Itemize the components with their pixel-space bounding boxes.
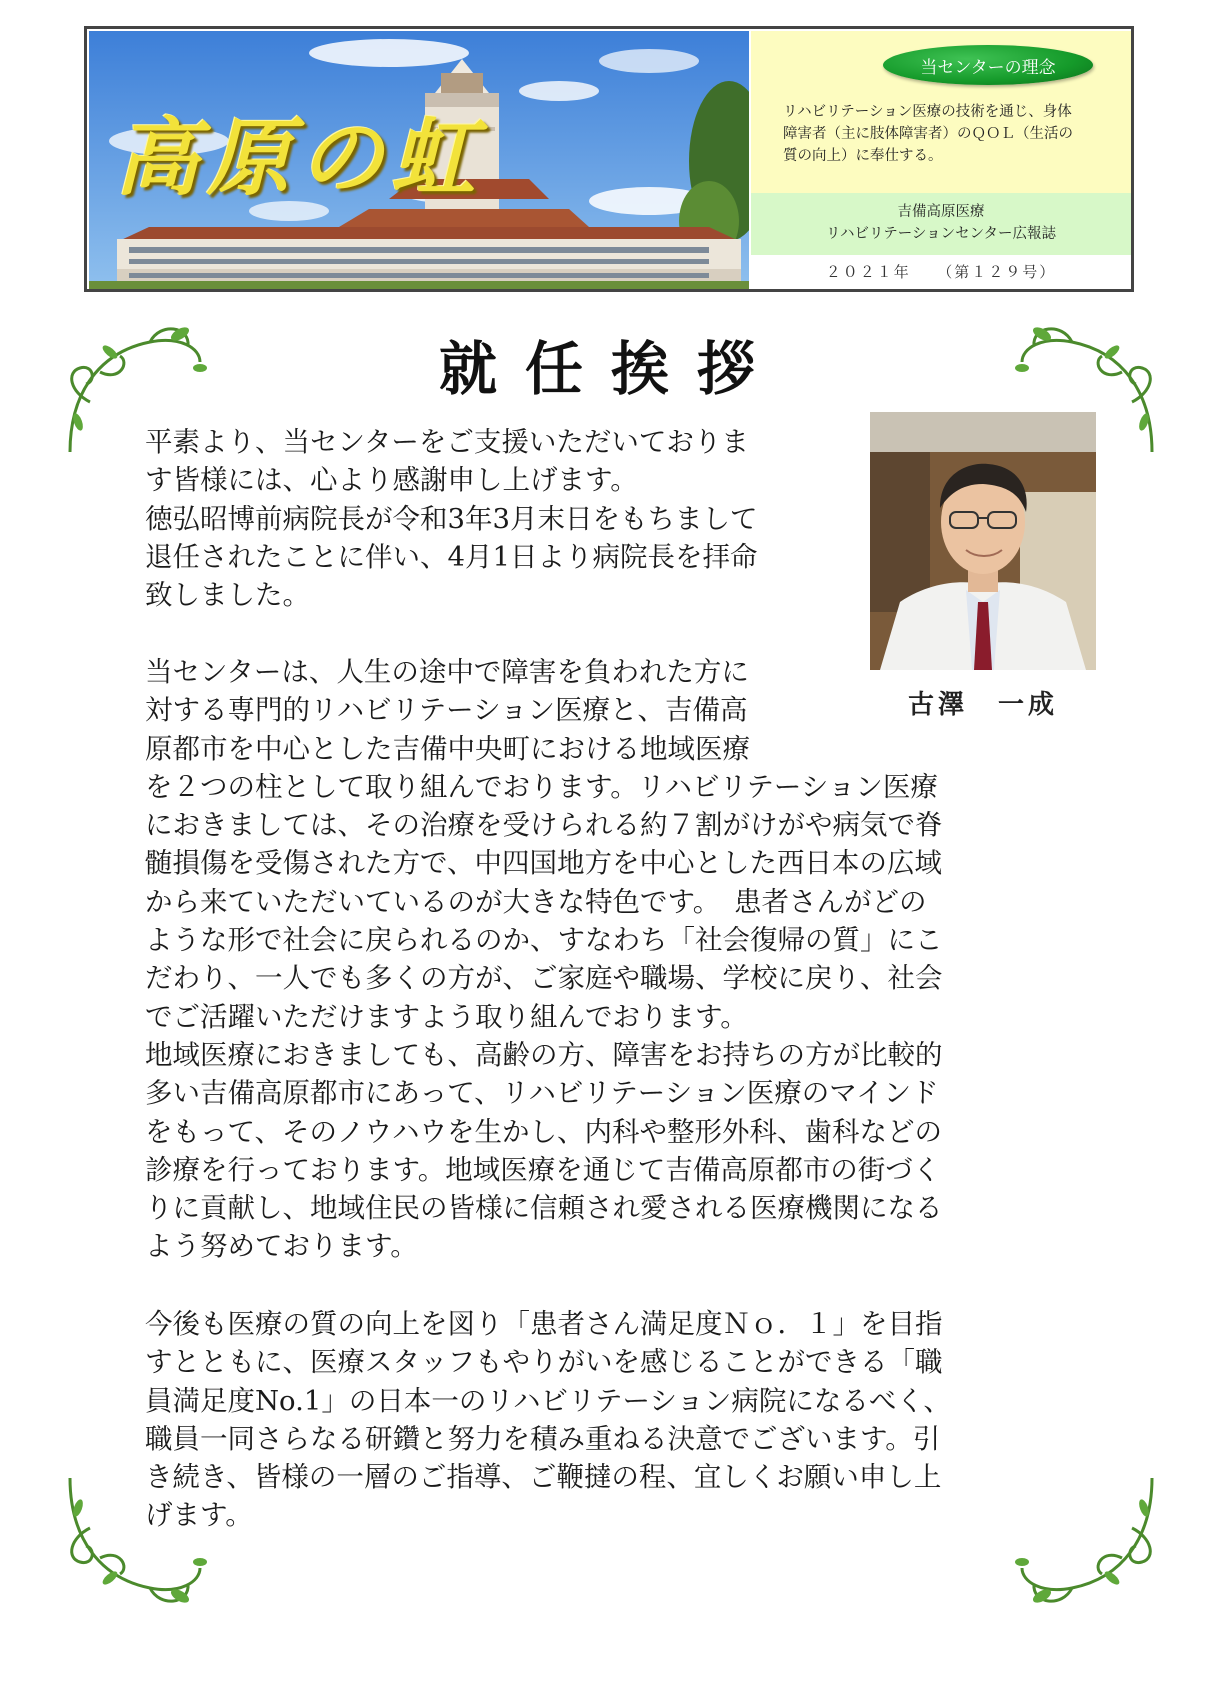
header-banner	[84, 26, 1134, 292]
text-line: 平素より、当センターをご支援いただいておりま	[145, 426, 749, 458]
text-line: き続き、皆様の一層のご指導、ご鞭撻の程、宜しくお願い申し上	[145, 1461, 942, 1494]
text-line: 員満足度No.1」の日本一のリハビリテーション病院になるべく、	[145, 1384, 951, 1417]
text-line: ような形で社会に戻られるのか、すなわち「社会復帰の質」にこ	[145, 924, 943, 957]
text-line: におきましては、その治療を受けられる約７割がけがや病気で脊	[145, 809, 943, 842]
text-line: 当センターは、人生の途中で障害を負われた方に	[145, 656, 749, 688]
article-paragraph-1	[145, 423, 758, 614]
text-line: 診療を行っております。地域医療を通じて吉備高原都市の街づく	[145, 1153, 941, 1186]
text-line: よう努めております。	[145, 1230, 418, 1263]
philosophy-line: 障害者（主に肢体障害者）のＱＯＬ（生活の	[783, 126, 1073, 142]
text-line: 今後も医療の質の向上を図り「患者さん満足度Ｎｏ．１」を目指	[145, 1308, 943, 1340]
author-portrait	[870, 412, 1096, 670]
text-line: 退任されたことに伴い、4月1日より病院長を拝命	[145, 540, 758, 573]
text-line: から来ていただいているのが大きな特色です。 患者さんがどの	[145, 885, 927, 918]
text-line: 地域医療におきましても、高齢の方、障害をお持ちの方が比較的	[145, 1038, 943, 1071]
text-line: りに貢献し、地域住民の皆様に信頼され愛される医療機関になる	[145, 1192, 943, 1225]
article-title: 就任挨拶	[438, 335, 783, 403]
text-line: を２つの柱として取り組んでおります。リハビリテーション医療	[145, 770, 938, 803]
text-line: 原都市を中心とした吉備中央町における地域医療	[145, 732, 750, 765]
banner-info-panel	[751, 31, 1131, 289]
text-line: 多い吉備高原都市にあって、リハビリテーション医療のマインド	[145, 1077, 939, 1110]
philosophy-line: リハビリテーション医療の技術を通じ、身体	[783, 104, 1072, 120]
text-line: すとともに、医療スタッフもやりがいを感じることができる「職	[145, 1346, 943, 1379]
philosophy-text	[783, 101, 1123, 167]
text-line: 対する専門的リハビリテーション医療と、吉備高	[145, 694, 748, 727]
text-line: 職員一同さらなる研鑽と努力を積み重ねる決意でございます。引	[145, 1422, 941, 1455]
publisher-line: 吉備高原医療	[897, 204, 985, 220]
publisher-line: リハビリテーションセンター広報誌	[825, 226, 1057, 242]
masthead-title: 高原の虹	[115, 108, 484, 207]
vine-corner-bottom-right-icon	[1012, 1468, 1162, 1618]
text-line: をもって、そのノウハウを生かし、内科や整形外科、歯科などの	[145, 1115, 942, 1148]
publisher-box	[751, 193, 1131, 255]
text-line: 髄損傷を受傷された方で、中四国地方を中心とした西日本の広域	[145, 847, 942, 880]
text-line: 致しました。	[145, 579, 310, 612]
text-line: す皆様には、心より感謝申し上げます。	[145, 464, 638, 497]
author-name: 古澤 一成	[907, 690, 1058, 720]
text-line: だわり、一人でも多くの方が、ご家庭や職場、学校に戻り、社会	[145, 962, 943, 995]
text-line: でご活躍いただけますよう取り組んでおります。	[145, 1000, 748, 1033]
text-line: 徳弘昭博前病院長が令和3年3月末日をもちまして	[145, 502, 758, 535]
philosophy-line: 質の向上）に奉仕する。	[783, 148, 943, 164]
issue-number: ２０２１年 （第１２９号）	[825, 263, 1057, 281]
philosophy-box	[751, 31, 1131, 211]
article-paragraph-2	[145, 653, 943, 1266]
philosophy-badge: 当センターの理念	[883, 45, 1093, 85]
hospital-building-photo	[89, 31, 749, 289]
text-line: げます。	[145, 1499, 253, 1532]
article-paragraph-3	[145, 1305, 951, 1535]
